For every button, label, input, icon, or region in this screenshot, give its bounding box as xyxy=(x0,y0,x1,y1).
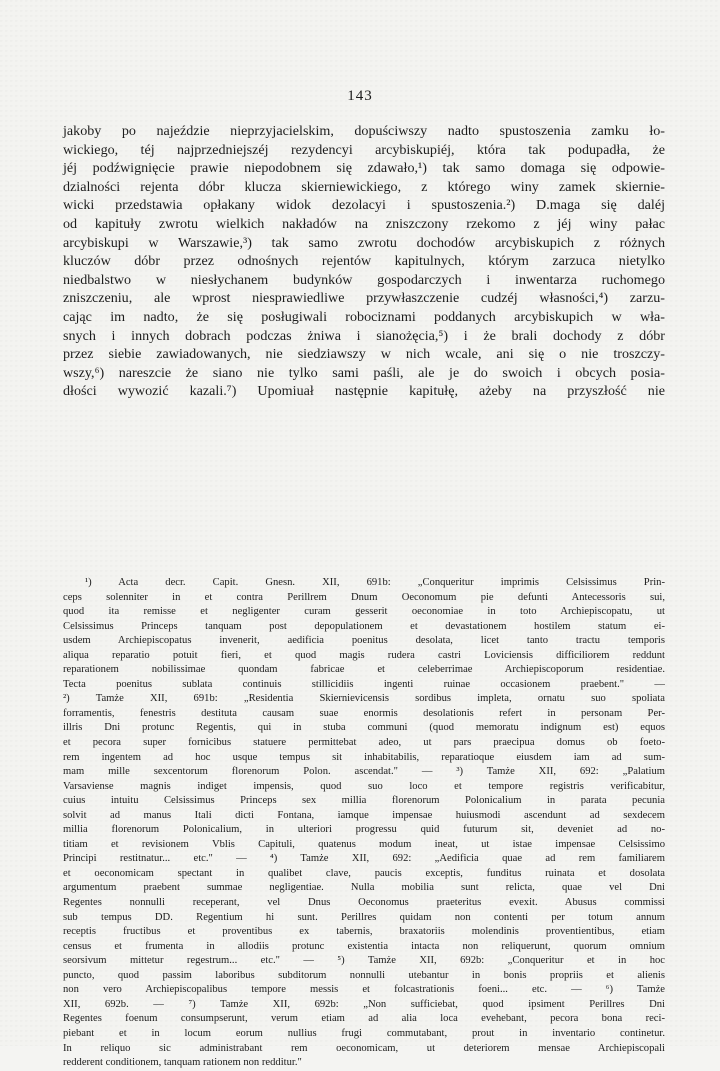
main-text-line: kluczów dóbr przez odnośnych rejentów kapitulnych, którym zarzuca nietylko xyxy=(63,253,665,270)
footnote-line: sub tempus DD. Regentium hi sunt. Perillres quidam non contenti per totum annum xyxy=(63,911,665,923)
footnote-line: census et frumenta in allodiis protunc existentia intacta non reliquerunt, quorum omnium xyxy=(63,940,665,952)
footnote-line: redderent conditionem, tanquam rationem non redditur." xyxy=(63,1057,302,1069)
footnote-line: aliqua reparatio potuit fieri, et quod magis rudera castri Loviciensis difficiliorem reddunt xyxy=(63,649,665,661)
footnote-line: receptis fructibus et proventibus ex tabernis, braxatoriis molendinis proventientibus, etiam xyxy=(63,926,665,938)
footnotes-block xyxy=(63,576,665,1071)
main-text-line: dzialności rejenta dóbr klucza skierniewickiego, z którego winy zamek skiernie- xyxy=(63,178,665,195)
footnote-line: In reliquo sic administrabant rem oeconomicam, ut deteriorem mensae Archiepiscopali xyxy=(63,1042,665,1054)
footnote-line: cuius intuitu Celsissimus Princeps sex millia florenorum Polonicalium in parata pecunia xyxy=(63,795,665,807)
footnote-line: ceps solenniter in et contra Perillrem Dnum Oeconomum pie defunti Antecessoris sui, xyxy=(63,591,665,603)
main-text-line: zniszczeniu, ale wprost niesprawiedliwe przywłaszczenie cudzéj własności,⁴) zarzu- xyxy=(63,290,665,307)
main-text-line: od kapituły zwrotu wielkich nakładów na zniszczony rzekomo z jéj winy pałac xyxy=(63,215,665,232)
footnote-line: solvit ad manus Itali dicti Fontana, iamque impensae huiusmodi ascendunt ad sexdecem xyxy=(63,809,665,821)
main-text-line: arcybiskupi w Warszawie,³) tak samo zwrotu dochodów arcybiskupich z różnych xyxy=(63,234,665,251)
footnote-line: Varsaviense magnis indiget impensis, quod suo loco et tempore registris verificabitur, xyxy=(63,780,665,792)
footnote-line: titiam et revisionem Vblis Capituli, quatenus modum ineat, ut istae impensae Celsissimo xyxy=(63,838,665,850)
main-text-line: niedbalstwo w niesłychanem budynków gospodarczych i inwentarza ruchomego xyxy=(63,271,665,288)
footnote-line: Tecta poenitus sublata continuis stillicidiis ingenti ruinae occasionem praebent." — xyxy=(63,678,665,690)
footnote-line: rem ingentem ad hoc usque tempus sit inhabitabilis, reparatioque eiusdem iam ad sum- xyxy=(63,751,665,763)
main-text-line: wicki przedstawia opłakany widok dezolacyi i spustoszenia.²) D.maga się daléj xyxy=(63,197,665,214)
main-text-line: snych i innych dobrach podczas żniwa i sianożęcia,⁵) i że brali dochody z dóbr xyxy=(63,327,665,344)
footnote-line: Regentes nonnulli receperant, vel Dnus Oeconomus praeteritus evexit. Abusus commissi xyxy=(63,897,665,909)
footnote-line: usdem Archiepiscopatus invenerit, aedificia poenitus desolata, licet tanto tractu temporis xyxy=(63,635,665,647)
footnote-line: piebant et in locum eorum nullius frugi commutabant, prout in inventario continetur. xyxy=(63,1027,665,1039)
footnote-line: millia florenorum Polonicalium, in ulteriori progressu quid futurum sit, deveniet ad no- xyxy=(63,824,665,836)
footnote-line: Principi restitnatur... etc." — ⁴) Tamże XII, 692: „Aedificia quae ad rem familiarem xyxy=(63,853,665,865)
footnote-line: Celsissimus Princeps tanquam post depopulationem et devastationem hostilem statum ei- xyxy=(63,620,665,632)
footnote-line: forramentis, fenestris destituta causam suae enormis desolationis refert in personam Per- xyxy=(63,707,665,719)
footnote-line: et oeconomicam spectant in qualibet clave, paucis exceptis, funditus ruinata et dosolata xyxy=(63,867,665,879)
main-text-line: cając im nadto, że się posługiwali robociznami poddanych arcybiskupich w wła- xyxy=(63,308,665,325)
footnote-line: ¹) Acta decr. Capit. Gnesn. XII, 691b: „Conqueritur imprimis Celsissimus Prin- xyxy=(85,577,665,588)
footnote-line: quod ita remisse et negligenter curam gesserit oeconomiae in toto Archiepiscopatu, ut xyxy=(63,606,665,618)
main-text-line: jakoby po najeździe nieprzyjacielskim, dopuściwszy nadto spustoszenia zamku ło- xyxy=(63,123,665,139)
footnote-line: puncto, quod passim laboribus subditorum nonnulli utebantur in bonis propriis et alienis xyxy=(63,969,665,981)
main-text-line: wickiego, téj najprzedniejszéj rezydencyi arcybiskupiéj, która tak podupadła, że xyxy=(63,141,665,158)
main-text-line: dłości wywozić kazali.⁷) Upomiuał następnie kapitułę, ażeby na przyszłość nie xyxy=(63,383,665,400)
footnote-line: et pecora super fornicibus statuere permittebat adeo, ut pars praecipua domus ob foeto- xyxy=(63,737,665,749)
footnote-line: non vero Archiepiscopalibus tempore messis et folcastrationis foeni... etc. — ⁶) Tamże xyxy=(63,984,665,996)
footnote-line: Regentes foenum consumpserunt, verum etiam ad alia loca evehebant, pecora bona reci- xyxy=(63,1013,665,1025)
main-text-line: wszy,⁶) nareszcie że siano nie tylko sami paśli, ale je do swoich i obcych posia- xyxy=(63,364,665,381)
footnote-line: illris Dni protunc Regentis, qui in stuba communi (quod memoratu indignum est) equos xyxy=(63,722,665,734)
footnote-line: XII, 692b. — ⁷) Tamże XII, 692b: „Non sufficiebat, quod ipsiment Perillres Dni xyxy=(63,998,665,1010)
main-text-block xyxy=(63,122,665,401)
footnote-line: ²) Tamże XII, 691b: „Residentia Skiernievicensis sordibus impleta, ornatu suo spoliata xyxy=(63,693,665,705)
footnote-line: mam mille sexcentorum florenorum Polon. ascendat." — ³) Tamże XII, 692: „Palatium xyxy=(63,766,665,778)
footnote-line: reparationem nobilissimae quondam fabricae et celeberrimae Archiepiscoporum residentiae. xyxy=(63,664,665,676)
footnote-line: seorsivum mittetur regestrum... etc." — ⁵) Tamże XII, 692b: „Conqueritur et in hoc xyxy=(63,955,665,967)
footnote-line: argumentum praebent summae negligentiae. Nulla mobilia sunt relicta, quae vel Dni xyxy=(63,882,665,894)
main-text-line: jéj podźwignięcie prawie niepodobnem się zdawało,¹) tak samo domaga się odpowie- xyxy=(63,160,665,177)
main-text-line: przez siebie zawiadowanych, nie siedziawszy w nich wcale, ani się o nie troszczy- xyxy=(63,346,665,363)
page-number: 143 xyxy=(347,88,373,104)
